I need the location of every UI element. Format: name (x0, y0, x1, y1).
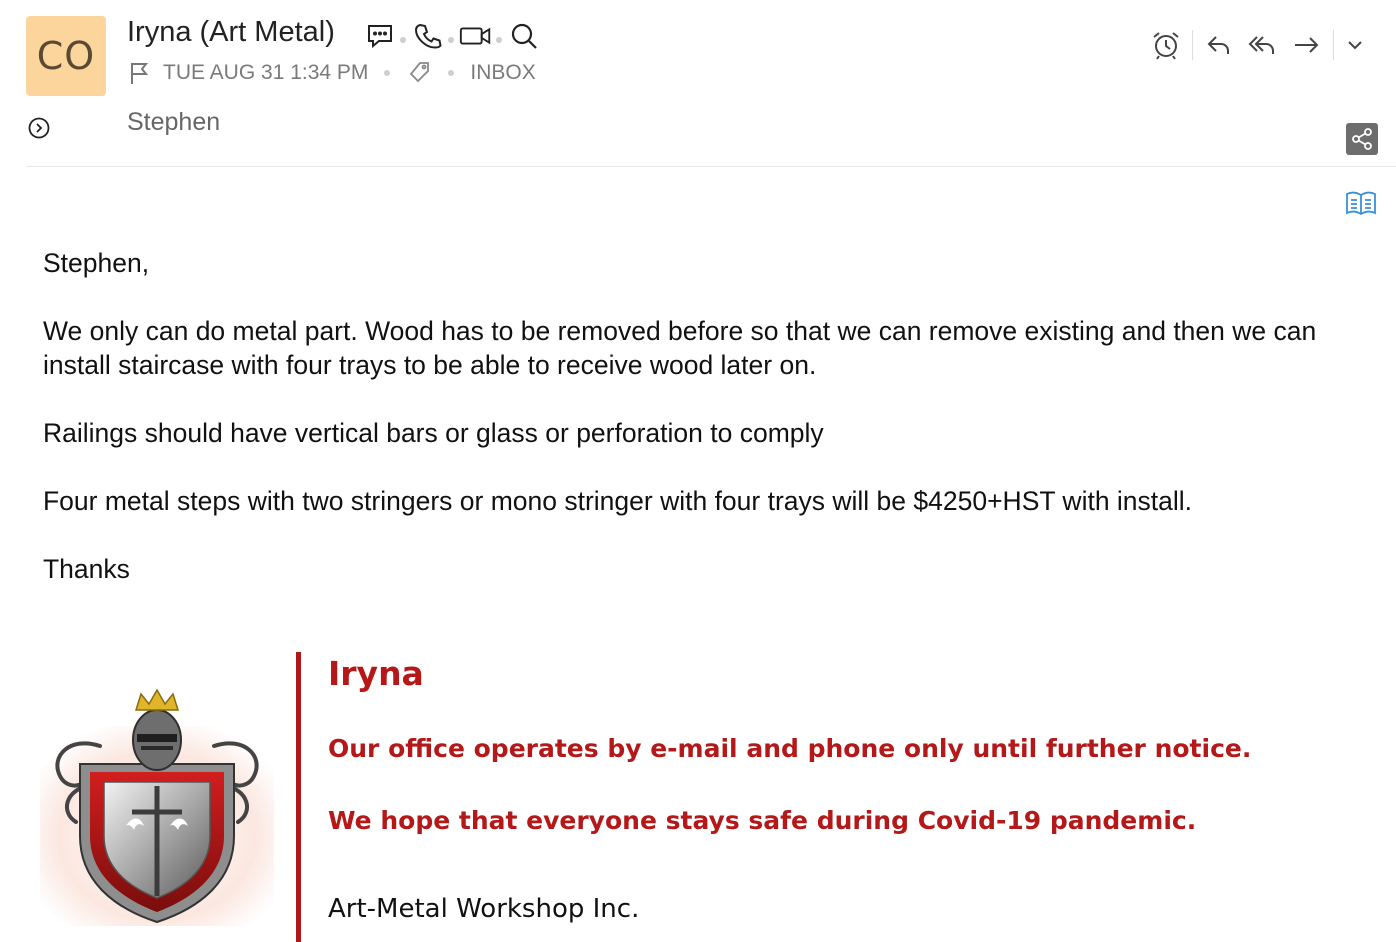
more-icon[interactable] (1338, 28, 1372, 62)
separator-dot (400, 37, 406, 43)
message-meta (127, 60, 536, 86)
share-icon[interactable] (1346, 123, 1378, 155)
signature-notice: We hope that everyone stays safe during Covid-19 pandemic. (328, 806, 1197, 835)
signature-accent-bar (296, 652, 301, 942)
sender-name[interactable]: Iryna (Art Metal) (127, 16, 335, 48)
separator-dot (448, 70, 454, 76)
signature-company: Art-Metal Workshop Inc. (328, 894, 640, 924)
closing: Thanks (43, 554, 130, 584)
separator-dot (496, 37, 502, 43)
signature-notice: Our office operates by e-mail and phone only until further notice. (328, 734, 1252, 763)
phone-icon[interactable] (410, 18, 446, 54)
body-paragraph: We only can do metal part. Wood has to be removed before so that we can remove existing and then we can install staircase with four trays to be able to receive wood later on. (43, 316, 1317, 380)
reminder-icon[interactable] (1144, 28, 1188, 62)
separator (1192, 30, 1193, 60)
reply-all-icon[interactable] (1241, 28, 1285, 62)
message-body (43, 246, 1383, 620)
signature-name: Iryna (328, 654, 424, 693)
body-paragraph: Railings should have vertical bars or glass or perforation to comply (43, 418, 824, 448)
flag-icon[interactable] (127, 60, 151, 86)
sender-avatar[interactable]: CO (26, 16, 106, 96)
sender-quick-actions (362, 18, 542, 54)
separator (1333, 30, 1334, 60)
video-icon[interactable] (458, 18, 494, 54)
recipient-name[interactable]: Stephen (127, 108, 221, 136)
folder-label[interactable]: INBOX (470, 61, 536, 84)
search-icon[interactable] (506, 18, 542, 54)
greeting: Stephen, (43, 248, 150, 278)
tag-icon[interactable] (406, 60, 432, 86)
reply-icon[interactable] (1197, 28, 1241, 62)
company-logo (40, 686, 274, 926)
message-date: TUE AUG 31 1:34 PM (163, 61, 369, 84)
forward-icon[interactable] (1285, 28, 1329, 62)
message-actions (1144, 28, 1372, 62)
header-divider (26, 166, 1396, 167)
body-paragraph: Four metal steps with two stringers or mono stringer with four trays will be $4250+HST with install. (43, 486, 1193, 516)
chat-icon[interactable] (362, 18, 398, 54)
reader-view-icon[interactable] (1343, 186, 1379, 220)
separator-dot (448, 37, 454, 43)
expand-recipients-icon[interactable] (28, 117, 50, 139)
separator-dot (384, 70, 390, 76)
